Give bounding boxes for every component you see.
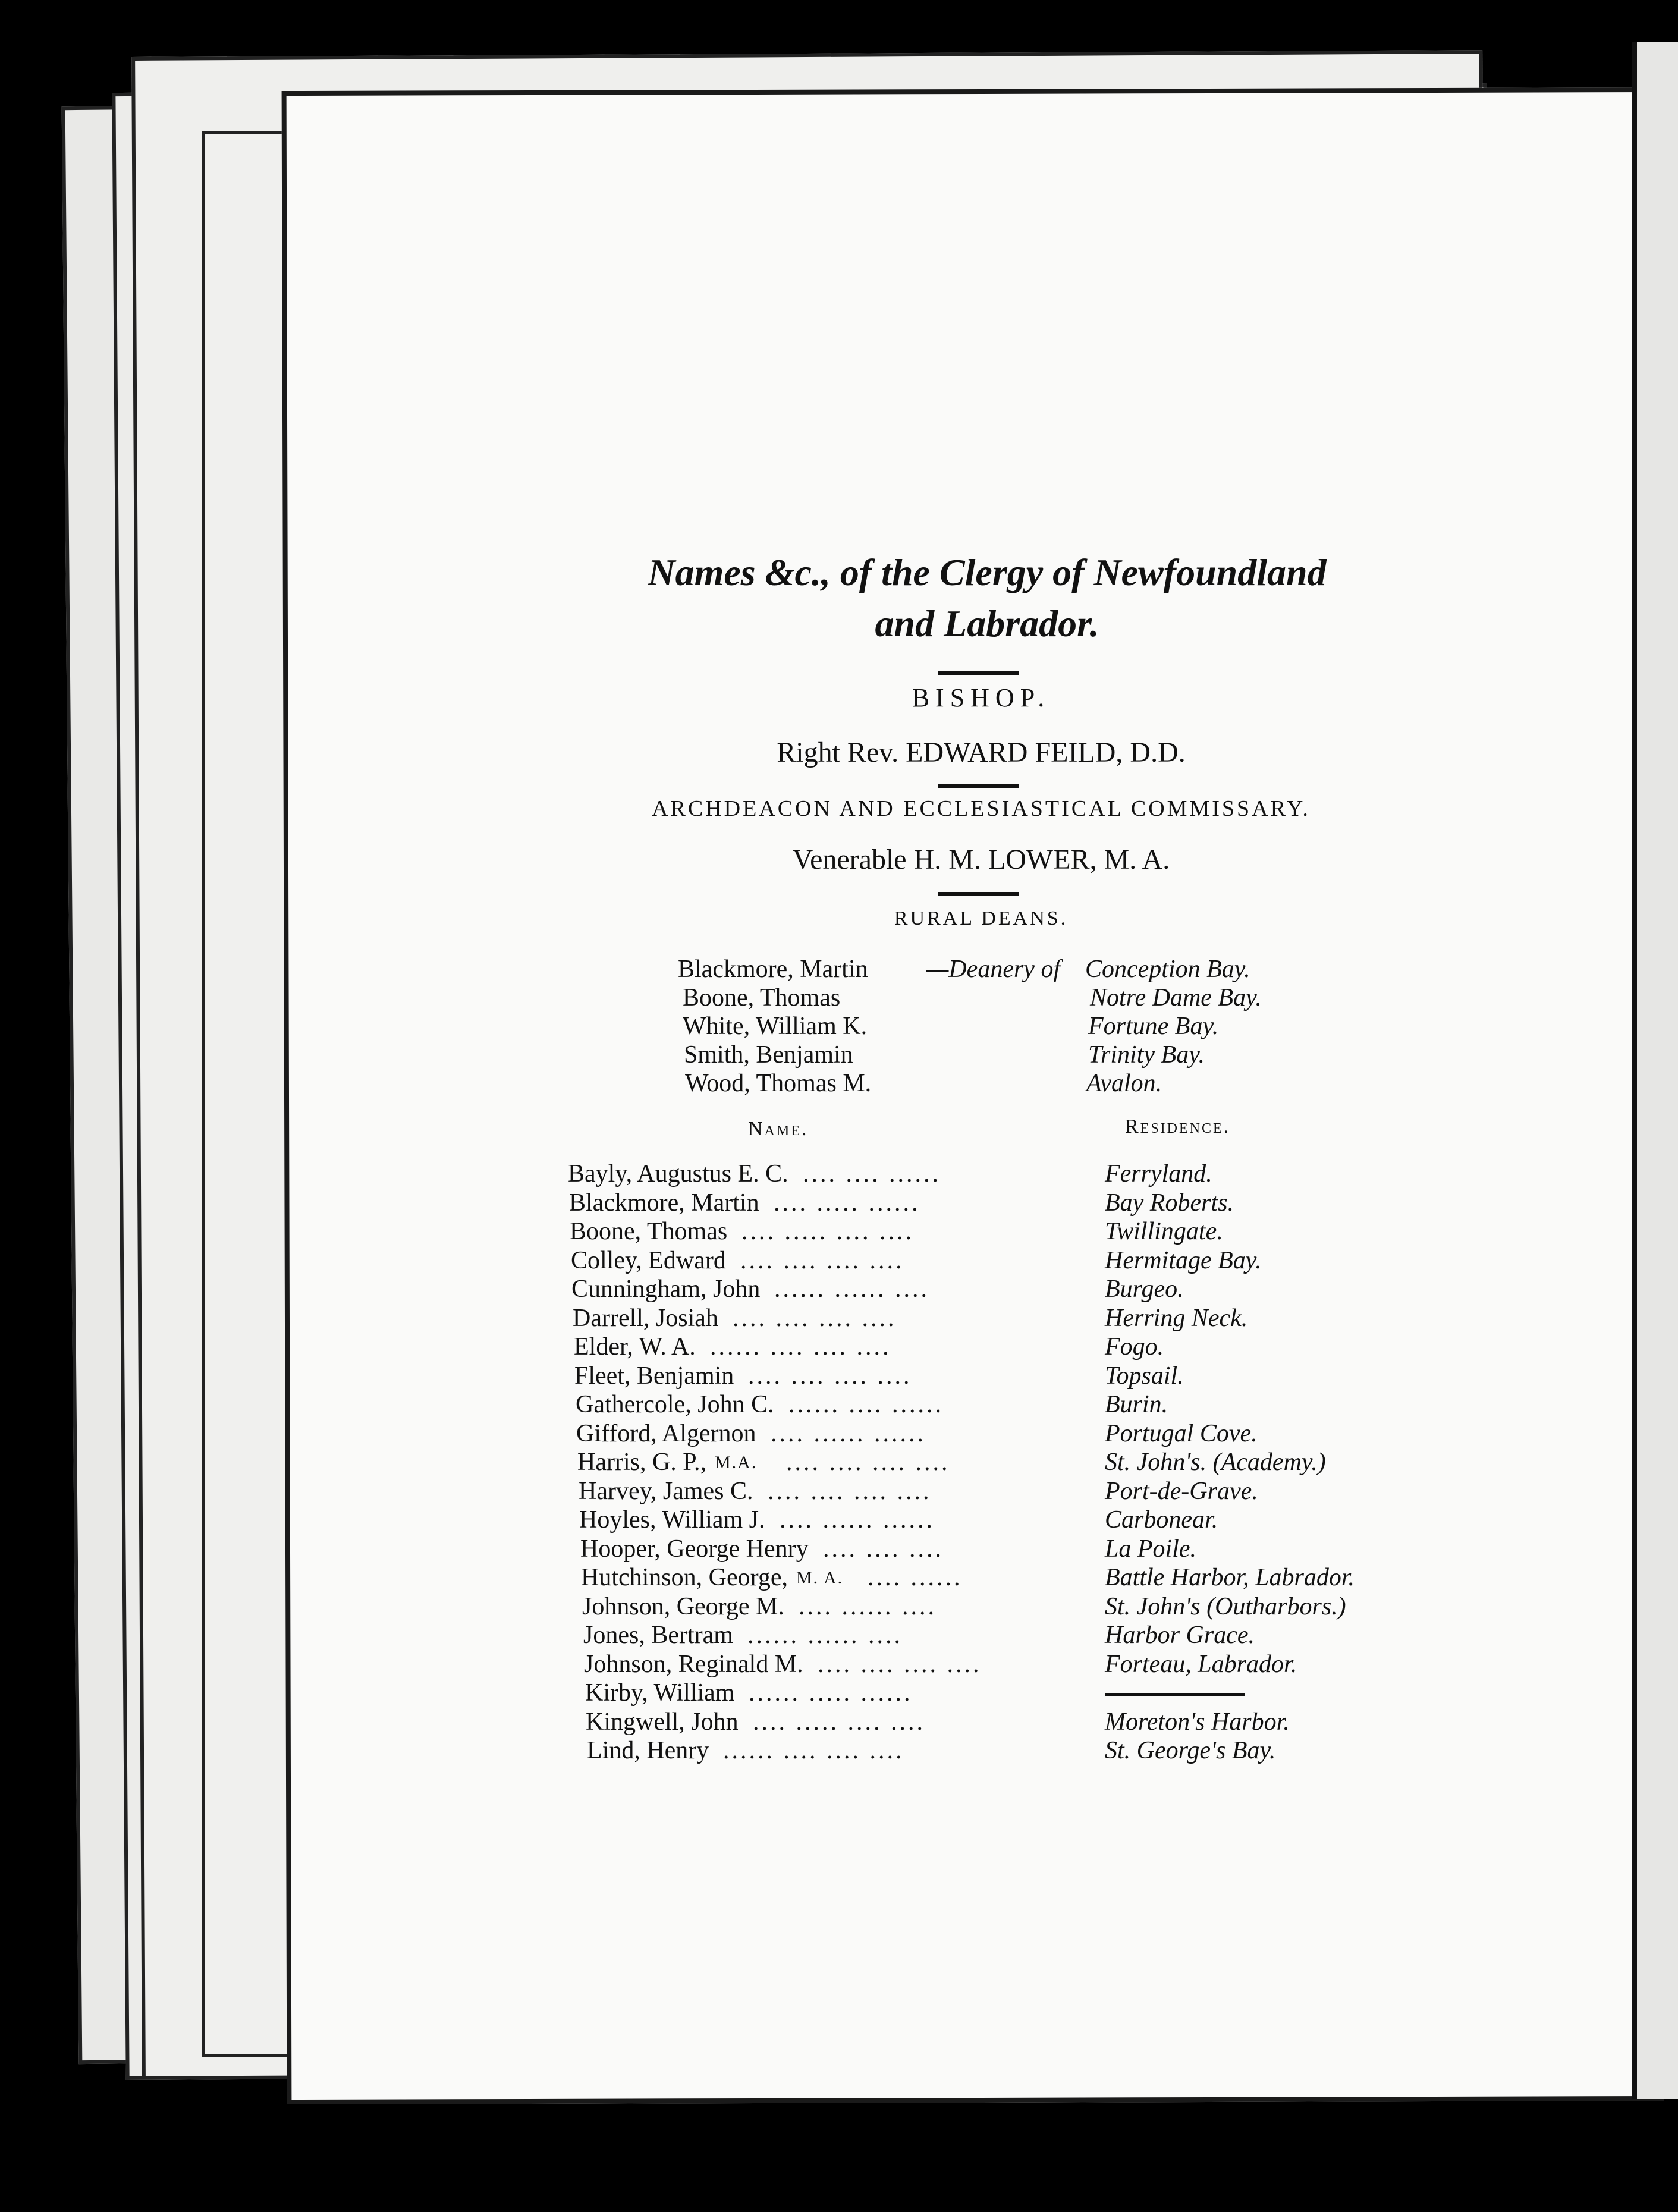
leader-dots: ...... ...... .... bbox=[747, 1622, 903, 1649]
clergy-name: Blackmore, Martin bbox=[569, 1189, 759, 1217]
title-line-1: Names &c., of the Clergy of Newfoundland bbox=[648, 551, 1327, 593]
archdeacon-heading: ARCHDEACON AND ECCLESIASTICAL COMMISSARY. bbox=[652, 796, 1311, 821]
clergy-residence bbox=[1105, 1679, 1245, 1707]
leader-dots: .... ...... .... bbox=[799, 1592, 937, 1620]
clergy-name: Gifford, Algernon bbox=[576, 1419, 756, 1447]
clergy-residence: St. John's. (Academy.) bbox=[1105, 1449, 1326, 1476]
blank-residence-rule bbox=[1105, 1693, 1245, 1696]
clergy-residence: St. George's Bay. bbox=[1105, 1737, 1276, 1764]
leader-dots: .... .... .... bbox=[823, 1535, 944, 1563]
column-header-residence: Residence. bbox=[1125, 1116, 1231, 1138]
leader-dots: .... .... .... .... bbox=[748, 1362, 912, 1390]
clergy-name: Hoyles, William J. bbox=[579, 1506, 765, 1534]
clergy-residence: Topsail. bbox=[1105, 1362, 1184, 1390]
leader-dots: ...... .... .... .... bbox=[710, 1333, 891, 1360]
clergy-name: Cunningham, John bbox=[571, 1275, 761, 1303]
leader-dots: ...... ..... ...... bbox=[749, 1679, 913, 1707]
clergy-residence: Bay Roberts. bbox=[1105, 1189, 1234, 1217]
clergy-residence: Port-de-Grave. bbox=[1105, 1477, 1258, 1505]
clergy-residence: Moreton's Harbor. bbox=[1105, 1708, 1290, 1736]
dean-name: Boone, Thomas bbox=[683, 984, 841, 1011]
clergy-degree: M.A. bbox=[715, 1453, 758, 1472]
clergy-name: Jones, Bertram bbox=[583, 1622, 733, 1649]
clergy-name: Harvey, James C. bbox=[579, 1477, 753, 1505]
divider-rule bbox=[938, 892, 1019, 896]
column-header-name: Name. bbox=[748, 1118, 809, 1140]
archdeacon-name: Venerable H. M. LOWER, M. A. bbox=[792, 844, 1170, 875]
clergy-residence: Ferryland. bbox=[1105, 1160, 1212, 1187]
divider-rule bbox=[938, 784, 1019, 788]
deanery-label: —Deanery of bbox=[926, 956, 1061, 983]
clergy-name: Johnson, Reginald M. bbox=[584, 1650, 803, 1678]
leader-dots: .... ...... bbox=[868, 1564, 963, 1591]
clergy-residence: Burin. bbox=[1105, 1391, 1168, 1418]
deanery-place: Avalon. bbox=[1086, 1070, 1162, 1097]
clergy-residence: Fogo. bbox=[1105, 1333, 1164, 1360]
deanery-place: Notre Dame Bay. bbox=[1090, 984, 1262, 1011]
leader-dots: .... ..... .... .... bbox=[753, 1708, 925, 1736]
clergy-residence: Harbor Grace. bbox=[1105, 1622, 1255, 1649]
leader-dots: ...... .... ...... bbox=[788, 1391, 944, 1418]
divider-rule bbox=[938, 671, 1019, 675]
clergy-residence: Battle Harbor, Labrador. bbox=[1105, 1564, 1355, 1591]
deanery-place: Fortune Bay. bbox=[1088, 1013, 1219, 1040]
clergy-name: Johnson, George M. bbox=[582, 1592, 784, 1620]
clergy-residence: Portugal Cove. bbox=[1105, 1419, 1258, 1447]
leader-dots: ...... .... .... .... bbox=[723, 1737, 904, 1764]
deanery-place: Conception Bay. bbox=[1085, 956, 1250, 983]
title-line-2: and Labrador. bbox=[875, 602, 1099, 645]
clergy-name: Darrell, Josiah bbox=[573, 1304, 718, 1332]
clergy-name: Hooper, George Henry bbox=[580, 1535, 809, 1563]
dean-name: White, William K. bbox=[683, 1013, 868, 1040]
clergy-name: Hutchinson, George, bbox=[581, 1564, 788, 1591]
document-title bbox=[553, 547, 1421, 649]
leader-dots: .... .... .... .... bbox=[786, 1449, 950, 1476]
leader-dots: .... ...... ...... bbox=[780, 1506, 935, 1534]
leader-dots: .... .... .... .... bbox=[818, 1650, 982, 1678]
clergy-residence: Herring Neck. bbox=[1105, 1304, 1248, 1332]
clergy-residence: Forteau, Labrador. bbox=[1105, 1650, 1297, 1678]
leader-dots: .... .... .... .... bbox=[740, 1246, 904, 1274]
dean-name: Blackmore, Martin bbox=[678, 956, 868, 983]
leader-dots: .... .... ...... bbox=[803, 1160, 941, 1187]
clergy-residence: Carbonear. bbox=[1105, 1506, 1218, 1534]
leader-dots: .... .... .... .... bbox=[733, 1304, 897, 1332]
clergy-name: Gathercole, John C. bbox=[576, 1391, 774, 1418]
clergy-name: Harris, G. P., bbox=[577, 1449, 706, 1476]
bishop-heading: BISHOP. bbox=[912, 683, 1051, 712]
clergy-residence: Burgeo. bbox=[1105, 1275, 1184, 1303]
clergy-degree: M. A. bbox=[796, 1568, 844, 1588]
dean-name: Smith, Benjamin bbox=[684, 1041, 853, 1069]
clergy-name: Boone, Thomas bbox=[570, 1218, 728, 1245]
clergy-residence: La Poile. bbox=[1105, 1535, 1196, 1563]
rural-deans-heading: RURAL DEANS. bbox=[894, 907, 1069, 929]
clergy-name: Lind, Henry bbox=[587, 1737, 709, 1764]
clergy-name: Colley, Edward bbox=[571, 1246, 726, 1274]
dean-name: Wood, Thomas M. bbox=[685, 1070, 872, 1097]
leader-dots: ...... ...... .... bbox=[774, 1275, 929, 1303]
leader-dots: .... .... .... .... bbox=[768, 1477, 932, 1505]
clergy-residence: St. John's (Outharbors.) bbox=[1105, 1592, 1346, 1620]
leader-dots: .... ..... .... .... bbox=[741, 1218, 914, 1245]
bishop-name: Right Rev. EDWARD FEILD, D.D. bbox=[777, 737, 1186, 768]
clergy-name: Kingwell, John bbox=[586, 1708, 739, 1736]
clergy-name: Fleet, Benjamin bbox=[574, 1362, 734, 1390]
clergy-residence: Hermitage Bay. bbox=[1105, 1246, 1262, 1274]
deanery-place: Trinity Bay. bbox=[1088, 1041, 1205, 1069]
clergy-name: Kirby, William bbox=[585, 1679, 735, 1707]
leader-dots: .... ...... ...... bbox=[771, 1419, 926, 1447]
clergy-name: Bayly, Augustus E. C. bbox=[568, 1160, 788, 1187]
clergy-name: Elder, W. A. bbox=[574, 1333, 696, 1360]
clergy-residence: Twillingate. bbox=[1105, 1218, 1223, 1245]
leader-dots: .... ..... ...... bbox=[774, 1189, 920, 1217]
